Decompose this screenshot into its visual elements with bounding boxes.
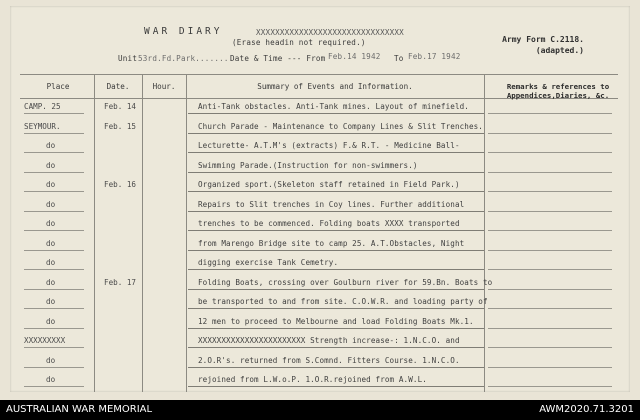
remarks-underline xyxy=(488,113,612,114)
row-summary: from Marengo Bridge site to camp 25. A.T.Obstacles, Night xyxy=(198,238,465,248)
row-summary: trenches to be commenced. Folding boats XXXX transported xyxy=(198,219,460,228)
row-place: do xyxy=(46,297,56,306)
place-underline xyxy=(24,191,84,192)
remarks-underline xyxy=(488,211,612,212)
row-date: Feb. 15 xyxy=(104,121,137,131)
erase-note: (Erase headin not required.) xyxy=(232,38,366,47)
place-underline xyxy=(24,172,84,173)
col-divider-date xyxy=(142,74,143,392)
remarks-underline xyxy=(488,191,612,192)
row-summary: XXXXXXXXXXXXXXXXXXXXXXX Strength increase-: 1.N.C.O. and xyxy=(198,336,460,345)
col-head-hour: Hour. xyxy=(152,82,176,91)
place-underline xyxy=(24,308,84,309)
row-summary: Organized sport.(Skeleton staff retained in Field Park.) xyxy=(198,180,460,189)
footer-institution: AUSTRALIAN WAR MEMORIAL xyxy=(6,404,153,415)
row-underline xyxy=(188,250,484,251)
footer-reference: AWM2020.71.3201 xyxy=(539,404,634,415)
diary-title: WAR DIARY xyxy=(144,26,223,37)
col-head-summary: Summary of Events and Information. xyxy=(257,82,413,91)
war-diary-sheet xyxy=(10,6,630,392)
remarks-head-line-2: Appendices,Diaries, &c. xyxy=(506,91,610,100)
remarks-underline xyxy=(488,172,612,173)
row-date: Feb. 14 xyxy=(104,102,137,111)
to-label: To xyxy=(394,54,404,63)
row-place: do xyxy=(46,316,56,326)
col-divider-place xyxy=(94,74,95,392)
remarks-underline xyxy=(488,386,612,387)
title-strikeout: XXXXXXXXXXXXXXXXXXXXXXXXXXXXXXX xyxy=(256,28,404,37)
archive-footer xyxy=(0,400,640,420)
place-underline xyxy=(24,250,84,251)
row-underline xyxy=(188,328,484,329)
remarks-underline xyxy=(488,250,612,251)
row-place: do xyxy=(46,160,56,170)
row-place: do xyxy=(46,258,56,267)
col-divider-hour xyxy=(186,74,187,392)
row-summary: digging exercise Tank Cemetry. xyxy=(198,258,339,267)
row-place: CAMP. 25 xyxy=(24,102,61,111)
row-underline xyxy=(188,289,484,290)
row-summary: Folding Boats, crossing over Goulburn river for 59.Bn. Boats to xyxy=(198,277,493,287)
place-underline xyxy=(24,133,84,134)
row-place: XXXXXXXXX xyxy=(24,336,66,345)
from-date: Feb.14 1942 xyxy=(328,52,381,61)
row-summary: Anti-Tank obstacles. Anti-Tank mines. Layout of minefield. xyxy=(198,102,469,111)
to-date: Feb.17 1942 xyxy=(408,52,461,61)
remarks-underline xyxy=(488,289,612,290)
row-summary: 2.O.R's. returned from S.Comnd. Fitters Course. 1.N.C.O. xyxy=(198,355,460,365)
remarks-underline xyxy=(488,133,612,134)
army-form-adapted: (adapted.) xyxy=(535,46,584,55)
remarks-underline xyxy=(488,347,612,348)
unit-value: 53rd.Fd.Park........ xyxy=(138,54,234,63)
col-head-date: Date. xyxy=(106,82,130,91)
row-place: do xyxy=(46,199,56,209)
row-underline xyxy=(188,113,484,114)
row-underline xyxy=(188,172,484,173)
remarks-underline xyxy=(488,367,612,368)
row-underline xyxy=(188,211,484,212)
place-underline xyxy=(24,347,84,348)
row-place: do xyxy=(46,141,56,150)
army-form-label xyxy=(502,34,584,56)
place-underline xyxy=(24,113,84,114)
row-summary: be transported to and from site. C.O.W.R. and loading party of xyxy=(198,297,488,306)
row-underline xyxy=(188,367,484,368)
place-underline xyxy=(24,211,84,212)
row-place: SEYMOUR. xyxy=(24,121,61,131)
row-place: do xyxy=(46,180,56,189)
place-underline xyxy=(24,367,84,368)
row-date: Feb. 17 xyxy=(104,277,137,287)
unit-label: Unit xyxy=(118,54,138,63)
row-place: do xyxy=(46,219,56,228)
row-summary: Lecturette- A.T.M's (extracts) F.& R.T. - Medicine Ball- xyxy=(198,141,460,150)
remarks-underline xyxy=(488,308,612,309)
row-summary: 12 men to proceed to Melbourne and load Folding Boats Mk.1. xyxy=(198,316,474,326)
place-underline xyxy=(24,269,84,270)
remarks-underline xyxy=(488,230,612,231)
place-underline xyxy=(24,152,84,153)
row-summary: Repairs to Slit trenches in Coy lines. Further additional xyxy=(198,199,465,209)
row-place: do xyxy=(46,238,56,248)
place-underline xyxy=(24,230,84,231)
row-summary: Swimming Parade.(Instruction for non-swimmers.) xyxy=(198,160,418,170)
row-underline xyxy=(188,308,484,309)
place-underline xyxy=(24,289,84,290)
col-divider-summary xyxy=(484,74,485,392)
row-place: do xyxy=(46,277,56,287)
row-summary: Church Parade - Maintenance to Company Lines & Slit Trenches. xyxy=(198,121,483,131)
remarks-head-line-1: Remarks & references to xyxy=(506,82,610,91)
remarks-underline xyxy=(488,269,612,270)
place-underline xyxy=(24,328,84,329)
row-place: do xyxy=(46,375,56,384)
remarks-underline xyxy=(488,328,612,329)
col-head-place: Place xyxy=(46,82,70,91)
row-underline xyxy=(188,386,484,387)
row-underline xyxy=(188,133,484,134)
col-head-remarks xyxy=(498,82,618,100)
table-top-rule xyxy=(20,74,618,75)
row-underline xyxy=(188,347,484,348)
row-place: do xyxy=(46,355,56,365)
row-underline xyxy=(188,269,484,270)
army-form-number: Army Form C.2118. xyxy=(502,35,584,44)
date-time-label: Date & Time --- From xyxy=(230,54,326,63)
place-underline xyxy=(24,386,84,387)
row-underline xyxy=(188,230,484,231)
row-underline xyxy=(188,191,484,192)
row-summary: rejoined from L.W.o.P. 1.O.R.rejoined from A.W.L. xyxy=(198,375,427,384)
row-underline xyxy=(188,152,484,153)
remarks-underline xyxy=(488,152,612,153)
row-date: Feb. 16 xyxy=(104,180,137,189)
